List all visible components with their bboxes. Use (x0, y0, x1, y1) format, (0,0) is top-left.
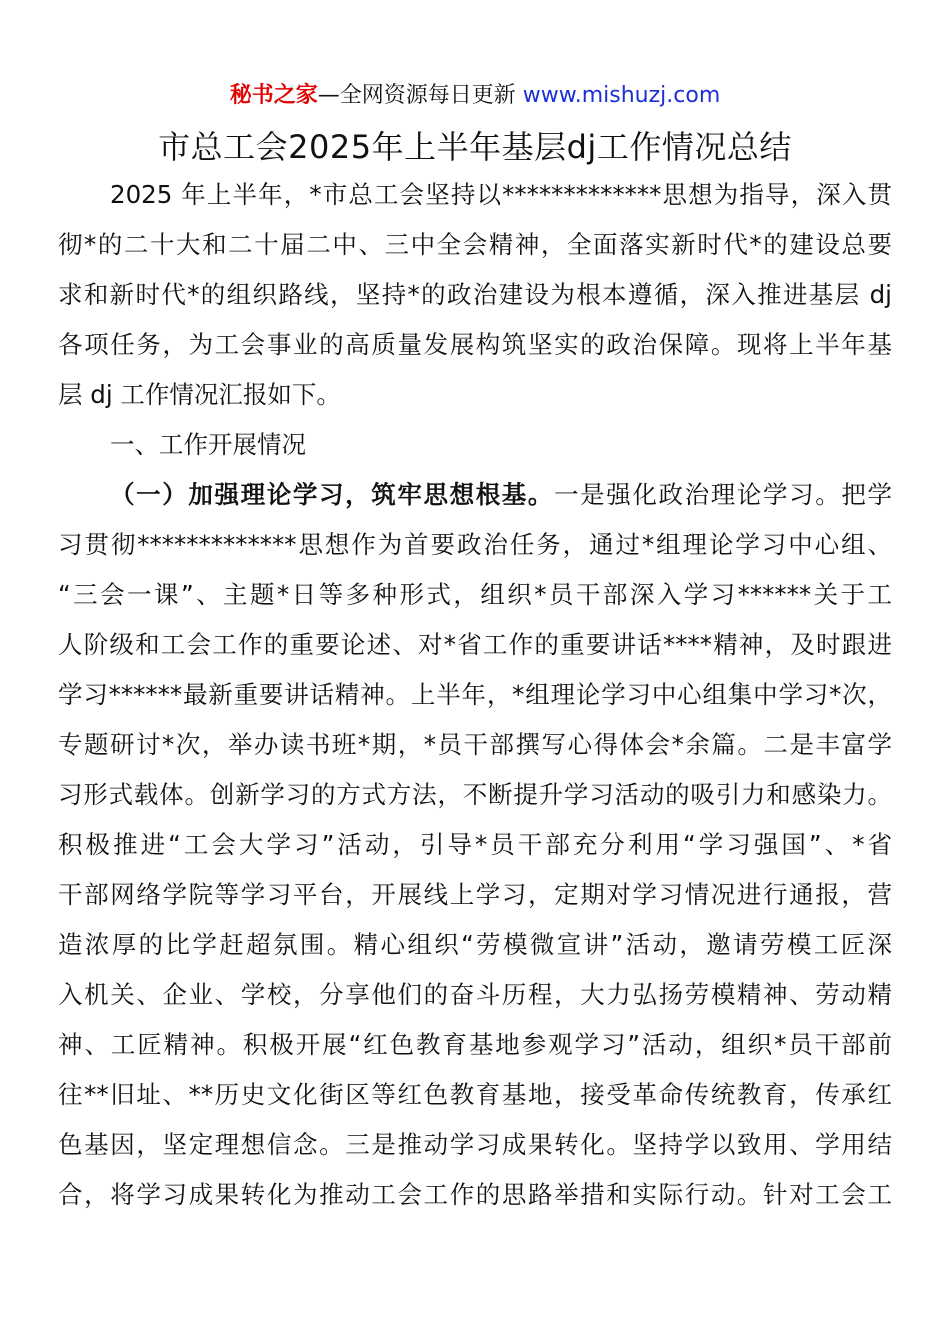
header-tagline: —全网资源每日更新 (317, 83, 523, 108)
brand-name: 秘书之家 (229, 83, 318, 108)
subsection-text: 一是强化政治理论学习。把学 (554, 480, 893, 509)
document-title: 市总工会2025年上半年基层dj工作情况总结 (158, 128, 792, 166)
paragraph-line: 合，将学习成果转化为推动工会工作的思路举措和实际行动。针对工会工 (58, 1180, 892, 1209)
paragraph-line: 层 dj 工作情况汇报如下。 (58, 380, 341, 409)
subsection-line (58, 470, 892, 520)
site-url[interactable]: www.mishuzj.com (522, 83, 721, 108)
site-header (0, 80, 950, 112)
paragraph-line: 彻*的二十大和二十届二中、三中全会精神，全面落实新时代*的建设总要 (58, 230, 892, 259)
document-body (58, 170, 892, 1220)
paragraph-line: “三会一课”、主题*日等多种形式，组织*员干部深入学习******关于工 (58, 580, 892, 609)
paragraph-line: 2025 年上半年，*市总工会坚持以*************思想为指导，深入贯 (110, 180, 892, 209)
paragraph-line: 习形式载体。创新学习的方式方法，不断提升学习活动的吸引力和感染力。 (58, 780, 892, 809)
paragraph-line: 神、工匠精神。积极开展“红色教育基地参观学习”活动，组织*员干部前 (58, 1030, 892, 1059)
paragraph-line: 专题研讨*次，举办读书班*期，*员干部撰写心得体会*余篇。二是丰富学 (58, 730, 892, 759)
paragraph-line: 往**旧址、**历史文化街区等红色教育基地，接受革命传统教育，传承红 (58, 1080, 892, 1109)
paragraph-line: 色基因，坚定理想信念。三是推动学习成果转化。坚持学以致用、学用结 (58, 1130, 892, 1159)
section-heading: 一、工作开展情况 (110, 430, 306, 459)
paragraph-line: 造浓厚的比学赶超氛围。精心组织“劳模微宣讲”活动，邀请劳模工匠深 (58, 930, 892, 959)
paragraph-line: 求和新时代*的组织路线，坚持*的政治建设为根本遵循，深入推进基层 dj (58, 280, 892, 309)
paragraph-line: 学习******最新重要讲话精神。上半年，*组理论学习中心组集中学习*次， (58, 680, 892, 709)
paragraph-line: 干部网络学院等学习平台，开展线上学习，定期对学习情况进行通报，营 (58, 880, 892, 909)
paragraph-line: 各项任务，为工会事业的高质量发展构筑坚实的政治保障。现将上半年基 (58, 330, 892, 359)
subsection-heading: （一）加强理论学习，筑牢思想根基。 (110, 480, 555, 509)
paragraph-line: 习贯彻*************思想作为首要政治任务，通过*组理论学习中心组、 (58, 530, 892, 559)
paragraph-line: 人阶级和工会工作的重要论述、对*省工作的重要讲话****精神，及时跟进 (58, 630, 892, 659)
paragraph-line: 积极推进“工会大学习”活动，引导*员干部充分利用“学习强国”、*省 (58, 830, 892, 859)
paragraph-line: 入机关、企业、学校，分享他们的奋斗历程，大力弘扬劳模精神、劳动精 (58, 980, 892, 1009)
